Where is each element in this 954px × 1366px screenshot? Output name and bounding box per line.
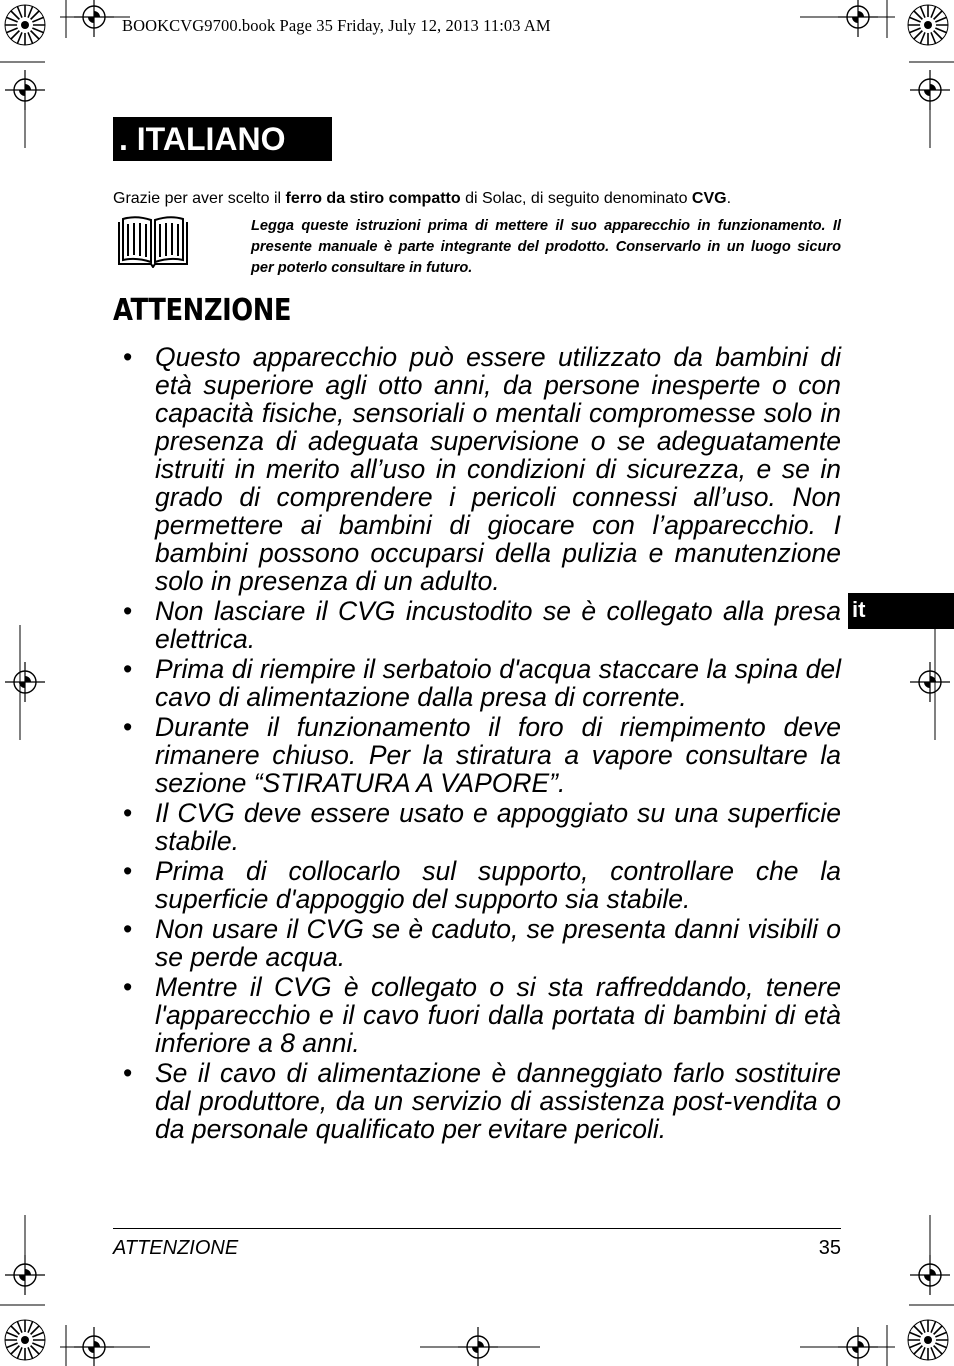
bullet-marker: • xyxy=(123,914,133,944)
intro-text xyxy=(113,189,843,209)
warning-text: Se il cavo di alimentazione è danneggiato farlo sostituire dal produttore, da un servizio di assistenza post-vendita o da personale qualificato per evitare pericoli. xyxy=(155,1058,841,1144)
warning-text: Prima di collocarlo sul supporto, controllare che la superficie d'appoggio del supporto sia stabile. xyxy=(155,856,841,914)
open-book-icon xyxy=(116,214,190,268)
bullet-marker: • xyxy=(123,798,133,828)
warning-text: Prima di riempire il serbatoio d'acqua staccare la spina del cavo di alimentazione dalla presa di corrente. xyxy=(155,654,841,712)
footer-section-name: ATTENZIONE xyxy=(113,1237,239,1259)
warning-item xyxy=(113,1059,841,1143)
bullet-marker: • xyxy=(123,654,133,684)
warning-item xyxy=(113,915,841,971)
intro-part2: di Solac, di seguito denominato xyxy=(460,190,692,207)
warning-text: Mentre il CVG è collegato o si sta raffreddando, tenere l'apparecchio e il cavo fuori dalla portata di bambini di età inferiore a 8 anni. xyxy=(155,972,841,1058)
bullet-marker: • xyxy=(123,972,133,1002)
warning-text: Durante il funzionamento il foro di riempimento deve rimanere chiuso. Per la stiratura a vapore consultare la sezione “STIRATURA A VAPORE”. xyxy=(155,712,841,798)
warning-text: Non lasciare il CVG incustodito se è collegato alla presa elettrica. xyxy=(155,596,841,654)
language-banner: . ITALIANO xyxy=(113,117,332,161)
instruction-note: Legga queste istruzioni prima di mettere il suo apparecchio in funzionamento. Il presente manuale è parte integrante del prodotto. Conservarlo in un luogo sicuro per poterlo consultare in futuro. xyxy=(251,218,841,276)
warning-text: Il CVG deve essere usato e appoggiato su una superficie stabile. xyxy=(155,798,841,856)
bullet-marker: • xyxy=(123,712,133,742)
intro-part1: Grazie per aver scelto il xyxy=(113,190,286,207)
warning-item xyxy=(113,343,841,595)
footer-divider xyxy=(113,1228,841,1229)
warning-item xyxy=(113,973,841,1057)
bullet-marker: • xyxy=(123,1058,133,1088)
warning-item xyxy=(113,713,841,797)
intro-part3: . xyxy=(726,190,732,207)
warning-item xyxy=(113,597,841,653)
section-title: ATTENZIONE xyxy=(113,293,292,328)
warning-list xyxy=(113,343,841,1145)
intro-model: CVG xyxy=(691,190,727,207)
warning-text: Non usare il CVG se è caduto, se presenta danni visibili o se perde acqua. xyxy=(155,914,841,972)
warning-item xyxy=(113,655,841,711)
warning-text: Questo apparecchio può essere utilizzato da bambini di età superiore agli otto anni, da persone inesperte o con capacità fisiche, sensoriali o mentali compromesse solo in presenza di adeguata supervisione o se adeguatamente istruiti in merito all’uso in condizioni di sicurezza, e se in grado di comprendere i pericoli connessi all’uso. Non permettere ai bambini di giocare con l’apparecchio. I bambini possono occuparsi della pulizia e manutenzione solo in presenza di un adulto. xyxy=(155,342,841,596)
bullet-marker: • xyxy=(123,342,133,372)
bullet-marker: • xyxy=(123,856,133,886)
print-header: BOOKCVG9700.book Page 35 Friday, July 12, 2013 11:03 AM xyxy=(122,16,551,35)
warning-item xyxy=(113,799,841,855)
language-side-tab: it xyxy=(848,593,954,629)
page-number: 35 xyxy=(818,1237,841,1259)
warning-item xyxy=(113,857,841,913)
bullet-marker: • xyxy=(123,596,133,626)
intro-product: ferro da stiro compatto xyxy=(285,190,461,207)
